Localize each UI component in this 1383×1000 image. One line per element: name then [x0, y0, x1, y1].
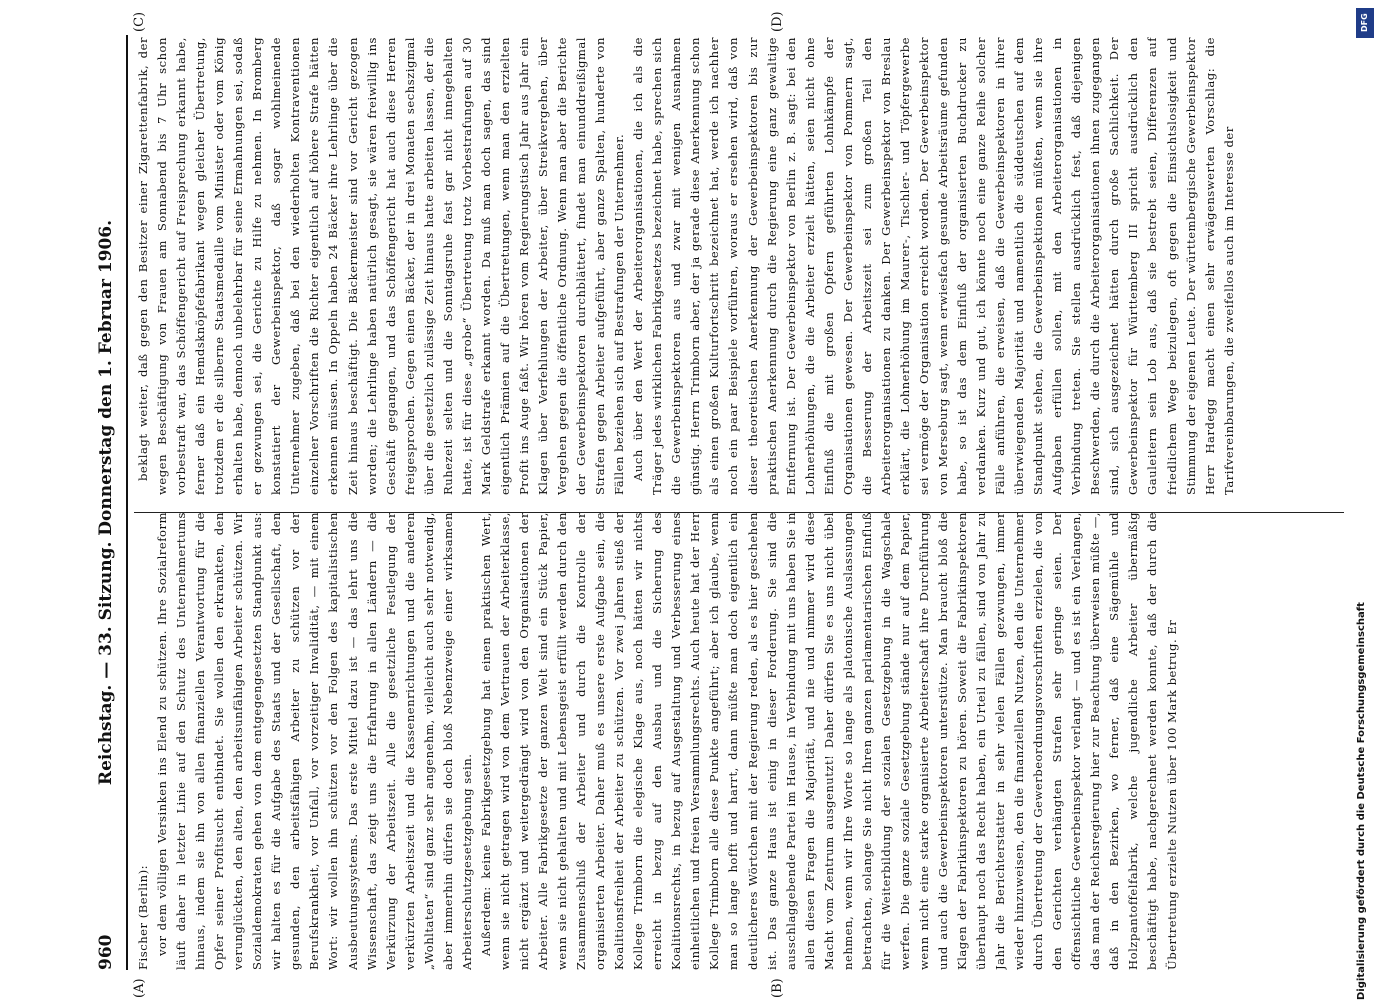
paragraph: vor dem völligen Versinken ins Elend zu schützen. Ihre Sozialreform läuft daher in letzter Linie auf den Schutz des Unternehmertums hinaus, indem sie ihn von allen finanziellen Verantwortung für die Opfer seiner Profitsucht entbindet. Sie wollen den erkrankten, den verunglückten, den alten, den arbeitsunfähigen Arbeiter schützen. Wir Sozialdemokraten gehen von dem entgegengesetzten Standpunkt aus: wir halten es für die Aufgabe des Staats und der Gesellschaft, den gesunden, den arbeitsfähigen Arbeiter zu schützen vor der Berufskrankheit, vor Unfall, vor vorzeitiger Invalidität, — mit einem Wort: wir wollen ihn schützen vor den Folgen des kapitalistischen Ausbeutungssystems. Das erste Mittel dazu ist — das lehrt uns die Wissenschaft, das zeigt uns die Erfahrung in allen Ländern — die Verkürzung der Arbeitszeit. Alle die gesetzliche Festlegung der verkürzten Arbeitszeit und die Kassenenrichtungen und die anderen „Wohltaten“ sind ganz sehr angenehm, vielleicht auch sehr notwendig, aber immerhin dürfen sie doch bloß Nebenzweige einer wirksamen Arbeiterschutzgesetzgebung sein.	[155, 512, 474, 970]
left-column	[134, 512, 1354, 970]
margin-mark-d: (D)	[770, 11, 785, 32]
paragraph: beklagt weiter, daß gegen den Besitzer einer Zigarettenfabrik, der wegen Beschäftigung von Frauen am Sonnabend bis 7 Uhr schon vorbestraft war, das Schöffengericht auf Freisprechung erkannt habe, ferner daß ein Hemdsknöpfefabrikant wegen gleicher Übertretung, trotzdem er die silberne Staatsmedaille vom Minister oder vom König erhalten habe, dennoch unbelehrbar für seine Ermahnungen sei, sodaß er gezwungen sei, die Gerichte zu Hilfe zu nehmen. In Bromberg konstatiert der Gewerbeinspektor, daß sogar wohlmeinende Unternehmer zugeben, daß bei den wiederholten Kontraventionen einzelner Vorschriften die Richter eigentlich auf höhere Strafe hätten erkennen müssen. In Oppeln haben 24 Bäcker ihre Lehrlinge über die Zeit hinaus beschäftigt. Die Bäckermeister sind vor Gericht gezogen worden; die Lehrlinge haben natürlich gesagt, sie wären freiwillig ins Geschäft gegangen, und das Schöffengericht hat auch diese Herren freigesprochen. Gegen einen Bäcker, der in drei Monaten sechszigmal über die gesetzlich zulässige Zeit hinaus hatte arbeiten lassen, der die Ruhezeit selten und die Sonntagsruhe fast gar nicht innegehalten hatte, ist für diese „grobe“ Übertretung trotz Vorbestrafungen auf 30 Mark Geldstrafe erkannt worden. Da muß man doch sagen, das sind eigentlich Prämien auf die Übertretungen, wenn man den erzielten Profit ins Auge faßt. Wir hören vom Regierungstisch Jahr aus Jahr ein Klagen über Verfehlungen der Arbeiter, über Streikvergehen, über Vergehen gegen die öffentliche Ordnung. Wenn man aber die Berichte der Gewerbeinspektoren durchblättert, findet man einunddreißigmal Strafen gegen Arbeiter aufgeführt, aber ganze Spalten, hunderte von Fällen beziehen sich auf Bestrafungen der Unternehmer.	[136, 37, 627, 495]
margin-mark-c: (C)	[132, 11, 147, 32]
rotated-page	[80, 0, 1370, 1000]
running-header	[90, 35, 130, 970]
margin-mark-a: (A)	[132, 978, 147, 998]
digitization-credit: Digitalisierung gefördert durch die Deutsche Forschungsgemeinschaft	[1356, 602, 1367, 1000]
page-number: 960	[96, 934, 116, 970]
dfg-logo: DFG	[1356, 8, 1374, 38]
right-column	[134, 37, 1354, 495]
column-divider	[134, 512, 1344, 513]
page-header-title: Reichstag. — 33. Sitzung. Donnerstag den 1. Februar 1906.	[96, 219, 116, 786]
margin-mark-b: (B)	[770, 978, 785, 998]
header-rule	[126, 35, 128, 970]
paragraph: Auch über den Wert der Arbeiterorganisationen, die ich als die Träger jedes wirklichen Fabrikgesetzes bezeichnet habe, sprechen sich die Gewerbeinspektoren aus und zwar mit wenigen Ausnahmen günstig. Herrn Trimborn aber, der ja gerade diese Anerkennung schon als einen großen Kulturfortschritt bezeichnet hat, werde ich nachher noch ein paar Beispiele vorführen, woraus er ersehen wird, daß von dieser theoretischen Anerkennung der Gewerbeinspektoren bis zur praktischen Anerkennung durch die Regierung eine ganz gewaltige Entfernung ist. Der Gewerbeinspektor von Berlin z. B. sagt: bei den Lohnerhöhungen, die die Arbeiter erzielt hätten, seien nicht ohne Einfluß die mit großen Opfern geführten Lohnkämpfe der Organisationen gewesen. Der Gewerbeinspektor von Pommern sagt, die Besserung der Arbeitszeit sei zum großen Teil den Arbeiterorganisationen zu danken. Der Gewerbeinspektor von Breslau erklärt, die Lohnerhöhung im Maurer-, Tischler- und Töpfergewerbe sei vermöge der Organisation erreicht worden. Der Gewerbeinspektor von Merseburg sagt, wenn erwiesfach gesunde Arbeitsräume gefunden habe, so ist das dem Einfluß der organisierten Buchdrucker zu verdanken. Kurz und gut, ich könnte noch eine ganze Reihe solcher Fälle anführen, die erweisen, daß die Gewerbeinspektoren in ihrer überwiegenden Majorität und namentlich die süddeutschen auf dem Standpunkt stehen, die Gewerbeinspektionen müßten, wenn sie ihre Aufgaben erfüllen sollen, mit den Arbeiterorganisationen in Verbindung treten. Sie stellen ausdrücklich fest, daß diejenigen Beschwerden, die durch die Arbeiterorganisationen ihnen zugegangen sind, sich ausgezeichnet hätten durch große Sachlichkeit. Der Gewerbeinspektor für Württemberg III spricht ausdrücklich den Gauleitern sein Lob aus, daß sie bestrebt seien, Differenzen auf friedlichem Wege beizulegen, oft gegen die Einsichtslosigkeit und Stimmung der eigenen Leute. Der württembergische Gewerbeinspektor Herr Hardegg macht einen sehr erwägenswerten Vorschlag: die Tarifvereinbarungen, die zweifellos auch im Interesse der	[631, 37, 1236, 495]
paragraph: Außerdem: keine Fabrikgesetzgebung hat einen praktischen Wert, wenn sie nicht getragen wird von dem Vertrauen der Arbeiterklasse, nicht ergänzt und weitergedrängt wird von den Organisationen der Arbeiter. Alle Fabrikgesetze der ganzen Welt sind ein Stück Papier, wenn sie nicht gehalten und mit Lebensgeist erfüllt werden durch den Zusammenschluß der Arbeiter und durch die Kontrolle der organisierten Arbeiter. Daher muß es unsere erste Aufgabe sein, die Koalitionsfreiheit der Arbeiter zu schützen. Vor zwei Jahren stieß der Kollege Trimborn die elegische Klage aus, noch hätten wir nichts erreicht in bezug auf den Ausbau und die Sicherung des Koalitionsrechts, in bezug auf Ausgestaltung und Verbesserung eines einheitlichen und freien Versammlungsrechts. Auch heute hat der Herr Kollege Trimborn alle diese Punkte angeführt; aber ich glaube, wenn man so lange hofft und harrt, dann müßte man doch eigentlich ein deutlicheres Wörtchen mit der Regierung reden, als es hier geschehen ist. Das ganze Haus ist einig in dieser Forderung. Sie sind die ausschlaggebende Partei im Hause, in Verbindung mit uns haben Sie in allen diesen Fragen die Majorität, und nie und nimmer wird diese Macht vom Zentrum ausgenutzt! Daher dürfen Sie es uns nicht übel nehmen, wenn wir Ihre Worte so lange als platonische Auslassungen betrachten, solange Sie nicht Ihren ganzen parlamentarischen Einfluß für die Weiterbildung der sozialen Gesetzgebung in die Wagschale werfen. Die ganze soziale Gesetzgebung stände nur auf dem Papier, wenn nicht eine starke organisierte Arbeiterschaft ihre Durchführung und auch die Gewerbeinspektoren unterstütze. Man braucht bloß die Klagen der Fabrikinspektoren zu hören. Soweit die Fabrikinspektoren überhaupt noch das Recht haben, ein Urteil zu fällen, sind von Jahr zu Jahr die Berichterstatter in sehr vielen Fällen gezwungen, immer wieder hinzuweisen, den die finanziellen Nutzen, den die Unternehmer durch Übertretung der Gewerbeordnungsvorschriften erzielen, die von den Gerichten verhängten Strafen sehr geringe seien. Der offensichtliche Gewerbeinspektor verlangt — und es ist ein Verlangen, das man der Reichsregierung hier zur Beachtung überweisen müßte —, daß in den Bezirken, wo ferner, daß eine Sägemühle und Holzpantoffelfabrik, welche jugendliche Arbeiter übermäßig beschäftigt habe, nachgerechnet werden konnte, daß der durch die Übertretung erzielte Nutzen über 100 Mark betrug. Er	[478, 512, 1179, 970]
speaker-name: Fischer (Berlin):	[136, 864, 150, 970]
